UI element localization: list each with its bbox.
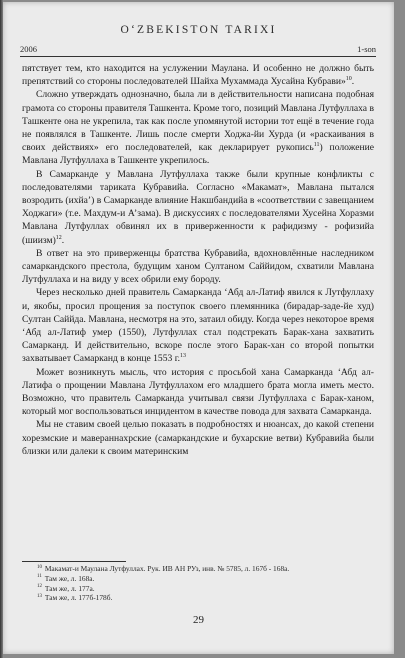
footnote: $^{10}$ Макамат-и Маулана Лутфуллах. Рук. ИВ АН РУз, инв. № 5785, л. 167б - 168а. xyxy=(37,564,290,573)
footnote-separator xyxy=(22,561,126,562)
footnote: $^{12}$ Там же, л. 177а. xyxy=(37,583,95,593)
issue-line xyxy=(20,44,376,57)
footnotes xyxy=(37,564,377,603)
paragraph-6: Может возникнуть мысль, что история с просьбой хана Самарканда ‘Абд ал-Латифа о прощении Мавлана Лутфуллахом его младшего брата могла иметь место. Возможно, что правитель Самарканда учитывал связи Лутфуллаха с Барак-ханом, который мог воспользоваться инцидентом в качестве повода для захвата Самарканда. xyxy=(22,366,374,418)
paragraph-4: В ответ на это приверженцы братства Кубравийа, вдохновлённые наследником самаркандского престола, будущим ханом Султаном Саййидом, схватили Мавлана Лутфуллаха и на виду у всех обрили ему бороду. xyxy=(22,247,374,286)
paragraph-3: В Самарканде у Мавлана Лутфуллаха также были крупные конфликты с последователями тариката Кубравийа. Согласно «Макамат», Мавлана пытался возродить (ихйа’) в Самарканде влияние Накшбандийа в «соответствии с завещанием Ходжаги» (т.е. Махдум-и А’зама). В дискуссиях с последователями Хусейна Хоразми Мавлана Лутфуллах обвинял их в приверженности к рафидизму - рофизийа (шиизм)$^{12}$. xyxy=(22,168,374,246)
paragraph-7: Мы не ставим своей целью показать в подробностях и нюансах, до какой степени хорезмские и мавераннахрские (самаркандские и бухарские ветви) Кубравийа были близки или далеки к своим материнским xyxy=(22,419,374,457)
footnote: $^{11}$ Там же, л. 168а. xyxy=(37,573,95,583)
footnote-ref-12: 12 xyxy=(55,234,62,241)
book-page xyxy=(3,2,394,654)
article-body xyxy=(22,62,374,458)
issue-label: 1-son xyxy=(357,44,376,54)
page-number: 29 xyxy=(193,614,204,626)
paragraph-2: Сложно утверждать однозначно, была ли в действительности написана подобная грамота со стороны правителя Ташкента. Кроме того, позиций Мавлана Лутфуллаха в Ташкенте она не укрепила, так как после упомянутой истории тот ещё в течение года не появлялся в Ташкенте. Лишь после смерти Ходжа-йи Хурда (и «раскаивания в своих действиях» его последователей, как декларирует рукопись$^{11}$) положение Мавлана Лутфуллаха в Ташкенте укрепилось. xyxy=(22,89,374,167)
paragraph-5: Через несколько дней правитель Самарканда ‘Абд ал-Латиф явился к Лутфуллаху и, якобы, просил прощения за поступок своего племянника (бирадар-заде-йе худ) Султан Саййда. Мавлана, несмотря на это, затаил обиду. Когда через некоторое время ‘Абд ал-Латиф умер (1550), Лутфуллах стал подстрекать Барак-хана захватить Самарканд. И действительно, вскоре после этого Барак-хан со второй попытки захватывает Самарканд в конце 1553 г.$^{13}$ xyxy=(22,287,374,365)
running-title: O‘ZBEKISTON TARIXI xyxy=(120,24,277,36)
footnote-ref-13: 13 xyxy=(179,353,186,360)
footnote-ref-10: 10 xyxy=(345,76,352,83)
year-label: 2006 xyxy=(20,44,37,54)
paragraph-1: пятствует тем, кто находится на услужении Маулана. И особенно не должно быть препятствий со стороны последователей Шайха Мухаммада Хусайна Кубрави»$^{10}$. xyxy=(22,63,374,88)
footnote: $^{13}$ Там же, л. 177б-178б. xyxy=(37,593,113,603)
footnote-ref-11: 11 xyxy=(313,142,320,149)
